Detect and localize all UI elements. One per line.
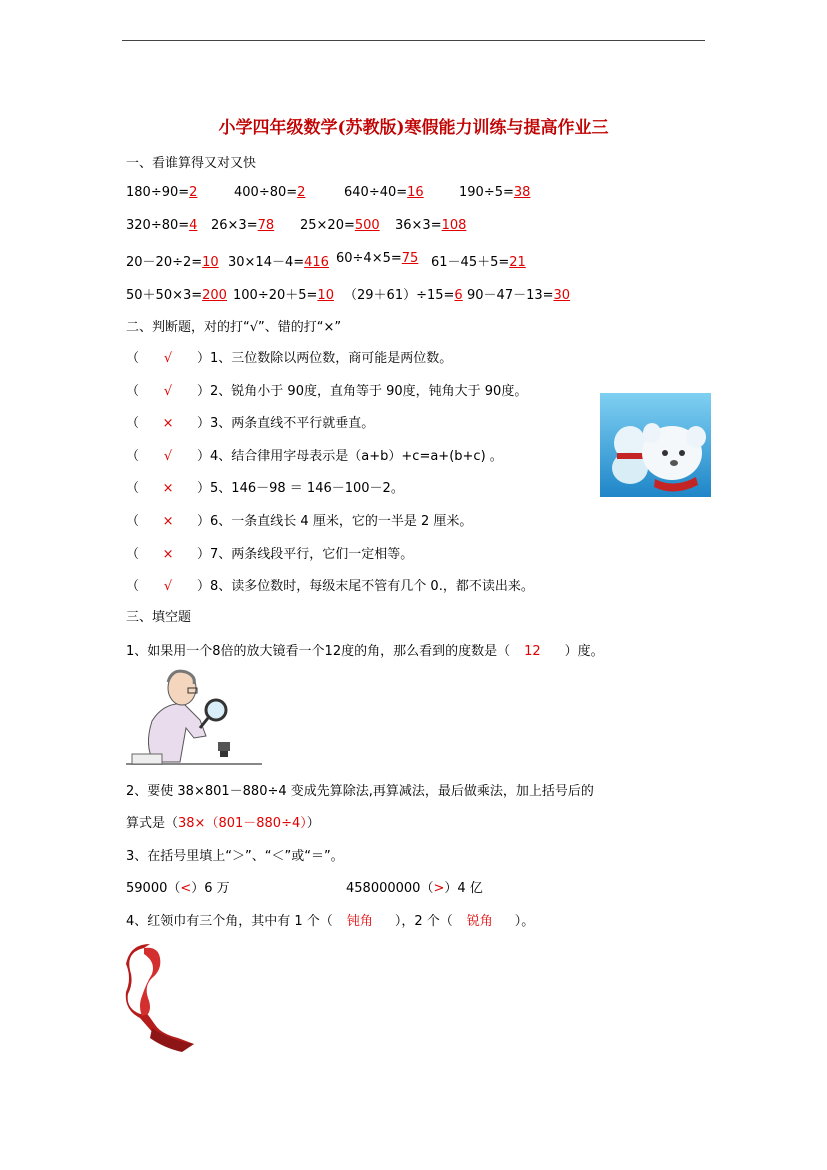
calc-question: 25×20=	[300, 218, 355, 233]
paren-close: ）	[197, 416, 211, 432]
judge-text: 5、146－98 ＝ 146－100－2。	[210, 481, 404, 497]
judge-text: 2、锐角小于 90度，直角等于 90度，钝角大于 90度。	[210, 383, 528, 399]
q1-answer: 12	[524, 644, 541, 659]
q1-text: 1、如果用一个8倍的放大镜看一个12度的角，那么看到的度数是（	[126, 644, 511, 659]
calc-answer: 6	[454, 288, 463, 303]
header-rule	[122, 40, 705, 41]
calc-item	[395, 218, 466, 233]
calc-answer: 78	[257, 218, 275, 233]
judge-item	[126, 510, 472, 529]
judge-mark: ×	[162, 546, 174, 562]
q4-answer-1: 钝角	[346, 914, 373, 929]
calc-question: 36×3=	[395, 218, 442, 233]
paren-open: （	[126, 416, 140, 432]
paren-close: ）	[197, 514, 211, 529]
calc-item	[344, 185, 424, 200]
calc-item	[126, 185, 197, 200]
judge-mark: √	[163, 383, 173, 399]
calc-answer: 500	[354, 218, 380, 233]
calc-question: 320÷80=	[126, 218, 190, 233]
fill-question-2-line1: 2、要使 38×801－880÷4 变成先算除法,再算减法，最后做乘法，加上括号后的	[126, 784, 594, 799]
calc-answer: 200	[202, 288, 227, 303]
calc-answer: 2	[297, 185, 306, 200]
calc-question: 190÷5=	[459, 185, 514, 200]
calc-answer: 10	[202, 255, 219, 270]
q3a-answer: <	[180, 881, 192, 896]
judge-item	[126, 347, 452, 366]
judge-mark: √	[163, 448, 173, 464]
calc-item	[431, 251, 526, 270]
calc-item	[300, 218, 380, 233]
calc-question: 50＋50×3=	[126, 288, 203, 303]
red-scarf-illustration	[122, 942, 198, 1054]
calc-question: 100÷20＋5=	[233, 288, 318, 303]
judge-item	[126, 412, 374, 431]
calc-item	[228, 251, 329, 270]
q1-tail: ）度。	[564, 644, 604, 659]
calc-answer: 30	[553, 288, 571, 303]
calc-answer: 38	[513, 185, 531, 200]
paren-open: （	[126, 546, 140, 562]
calc-question: （29＋61）÷15=	[344, 288, 455, 303]
judge-text: 3、两条直线不平行就垂直。	[210, 416, 375, 432]
calc-answer: 75	[401, 251, 419, 266]
q4-mid: ），2 个（	[394, 914, 453, 929]
fill-question-3: 3、在括号里填上“＞”、“＜”或“＝”。	[126, 849, 344, 864]
fill-question-2-line2	[126, 812, 320, 831]
calc-question: 60÷4×5=	[336, 251, 402, 266]
judge-mark: √	[163, 579, 173, 595]
q2-tail: ）	[306, 816, 320, 831]
paren-open: （	[126, 514, 140, 529]
paren-open: （	[126, 351, 140, 366]
calc-question: 61－45＋5=	[431, 255, 510, 270]
q2-text: 算式是（	[126, 816, 179, 831]
judge-mark: √	[163, 351, 173, 366]
q3a-tail: ）6 万	[191, 881, 230, 896]
calc-question: 26×3=	[211, 218, 258, 233]
judge-item	[126, 575, 534, 594]
q4-text: 4、红领巾有三个角，其中有 1 个（	[126, 914, 333, 929]
paren-close: ）	[197, 481, 211, 497]
calc-answer: 416	[304, 255, 329, 270]
paren-open: （	[126, 383, 140, 399]
fill-question-4	[126, 910, 534, 929]
calc-item	[344, 284, 463, 303]
calc-answer: 2	[189, 185, 198, 200]
judge-text: 8、读多位数时，每级末尾不管有几个 0.，都不读出来。	[210, 579, 534, 595]
calc-question: 640÷40=	[344, 185, 408, 200]
calc-answer: 10	[317, 288, 334, 303]
paren-close: ）	[197, 448, 211, 464]
magnifier-man-illustration	[124, 666, 264, 770]
calc-question: 180÷90=	[126, 185, 190, 200]
q4-tail: ）。	[514, 914, 535, 929]
fill-question-3b	[346, 877, 483, 896]
fill-question-1	[126, 640, 604, 659]
calc-item	[234, 185, 305, 200]
paren-open: （	[126, 481, 140, 497]
q3b-text: 458000000（	[346, 881, 434, 896]
q3a-text: 59000（	[126, 881, 181, 896]
calc-answer: 21	[509, 255, 526, 270]
q3b-answer: >	[433, 881, 445, 896]
snow-bear-illustration	[600, 393, 711, 497]
calc-item	[126, 251, 219, 270]
judge-mark: ×	[162, 416, 174, 432]
section3-heading: 三、填空题	[126, 610, 192, 625]
judge-mark: ×	[162, 514, 174, 529]
judge-item	[126, 477, 404, 496]
paren-open: （	[126, 579, 140, 595]
calc-item	[233, 284, 334, 303]
judge-text: 6、一条直线长 4 厘米，它的一半是 2 厘米。	[210, 514, 473, 529]
calc-answer: 108	[441, 218, 467, 233]
judge-mark: ×	[162, 481, 174, 497]
q2-answer: 38×（801－880÷4）	[178, 816, 307, 831]
calc-item	[459, 185, 530, 200]
calc-item	[336, 251, 418, 266]
section1-heading: 一、看谁算得又对又快	[126, 156, 257, 171]
calc-answer: 16	[407, 185, 424, 200]
page-title: 小学四年级数学(苏教版)寒假能力训练与提高作业三	[218, 118, 609, 138]
paren-close: ）	[197, 546, 211, 562]
calc-question: 20－20÷2=	[126, 255, 203, 270]
q4-answer-2: 锐角	[466, 914, 493, 929]
calc-item	[467, 284, 570, 303]
q3b-tail: ）4 亿	[444, 881, 483, 896]
paren-close: ）	[197, 351, 211, 366]
calc-question: 30×14－4=	[228, 255, 305, 270]
calc-answer: 4	[189, 218, 198, 233]
judge-text: 1、三位数除以两位数，商可能是两位数。	[210, 351, 453, 366]
calc-item	[211, 218, 274, 233]
paren-close: ）	[197, 579, 211, 595]
calc-item	[126, 218, 197, 233]
fill-question-3a	[126, 877, 230, 896]
paren-open: （	[126, 448, 140, 464]
calc-question: 90－47－13=	[467, 288, 554, 303]
paren-close: ）	[197, 383, 211, 399]
judge-item	[126, 543, 413, 562]
calc-item	[126, 284, 227, 303]
calc-question: 400÷80=	[234, 185, 298, 200]
judge-text: 4、结合律用字母表示是（a+b）+c=a+(b+c) 。	[210, 448, 503, 464]
judge-item	[126, 380, 527, 399]
judge-item	[126, 445, 503, 464]
section2-heading: 二、判断题，对的打“√”、错的打“×”	[126, 320, 342, 335]
judge-text: 7、两条线段平行，它们一定相等。	[210, 546, 414, 562]
